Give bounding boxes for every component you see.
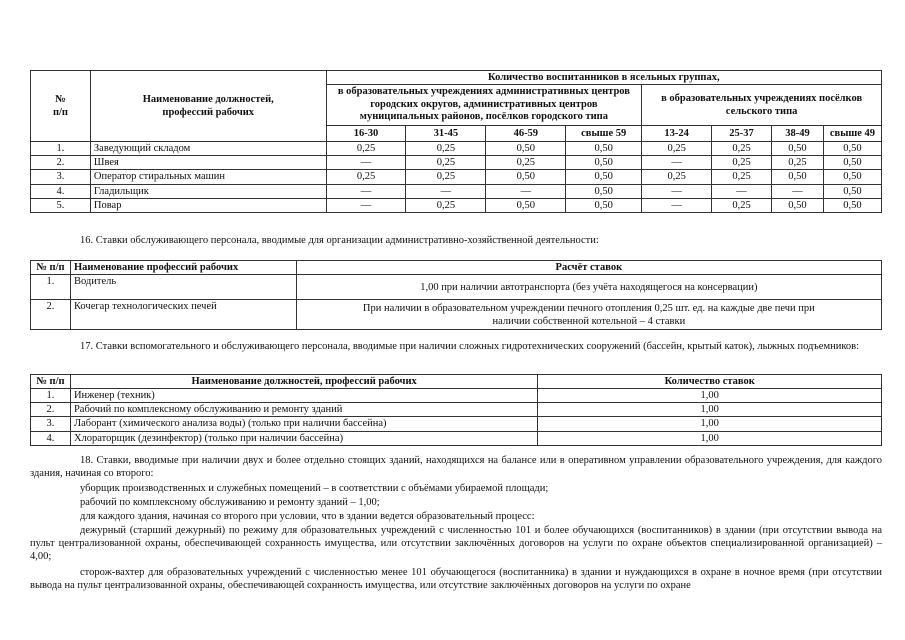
position-name: Рабочий по комплексному обслуживанию и ремонту зданий — [70, 403, 537, 417]
position-name: Повар — [90, 198, 326, 212]
row-number: 3. — [31, 417, 71, 431]
col-header-range: 13-24 — [642, 126, 712, 142]
p18-line-1: 18. Ставки, вводимые при наличии двух и более отдельно стоящих зданий, находящихся на балансе или в оперативном управлении образовательного учреждения, для каждого здания, начиная со второго: — [30, 455, 882, 480]
staff-rate-cell: 0,50 — [566, 170, 642, 184]
position-name: Гладильщик — [90, 184, 326, 198]
staff-rate-cell: 0,50 — [823, 198, 881, 212]
paragraph-17: 17. Ставки вспомогательного и обслуживающего персонала, вводимые при наличии сложных гидротехнических сооружений (бассейн, крытый каток), лыжных подъемников: — [80, 341, 860, 352]
staff-rate-cell: 0,25 — [712, 170, 772, 184]
staff-rate-cell: 0,50 — [772, 142, 824, 156]
staff-rate-cell: 0,25 — [712, 142, 772, 156]
p18-line-3: рабочий по комплексному обслуживанию и ремонту зданий – 1,00; — [80, 497, 380, 508]
col-header-range: свыше 49 — [823, 126, 881, 142]
position-name: Швея — [90, 156, 326, 170]
col-header-range: свыше 59 — [566, 126, 642, 142]
p18-line-2: уборщик производственных и служебных помещений – в соответствии с объёмами убираемой площади; — [80, 483, 549, 494]
col-header-range: 38-49 — [772, 126, 824, 142]
row-number: 2. — [31, 156, 91, 170]
staff-rate-cell: — — [712, 184, 772, 198]
staff-rate-cell: — — [486, 184, 566, 198]
table-row — [31, 431, 882, 445]
pool-staff-table — [30, 374, 882, 446]
staff-rate-cell: — — [642, 184, 712, 198]
table-row — [31, 417, 882, 431]
row-number: 4. — [31, 431, 71, 445]
staff-rate-cell: — — [326, 184, 406, 198]
staff-rate-cell: — — [326, 198, 406, 212]
t2-row2-number: 2. — [31, 300, 71, 330]
staff-rate-cell: 0,50 — [566, 184, 642, 198]
p18-line-5: дежурный (старший дежурный) по режиму для образовательных учреждений с численностью 101 и более обучающихся (воспитанников) в здании (при отсутствии вывода на пульт централизованной охраны, обеспечивающей сохранность имущества, или отсутствии заключённых договоров на услуги по охране объектов специализированной организацией) – 4,00; — [30, 525, 882, 563]
paragraph-16: 16. Ставки обслуживающего персонала, вводимые для организации административно-хозяйственной деятельности: — [80, 235, 599, 246]
staff-rate-cell: 0,50 — [566, 156, 642, 170]
table-row — [31, 142, 882, 156]
staff-rate-cell: 0,50 — [486, 198, 566, 212]
staff-rate-cell: 0,25 — [486, 156, 566, 170]
t2-row2-calc: При наличии в образовательном учреждении печного отопления 0,25 шт. ед. на каждые две печи при наличии собственной котельной – 4 ставки — [296, 300, 881, 330]
staff-rate-cell: 0,25 — [712, 198, 772, 212]
staff-rate-cell: 0,25 — [326, 142, 406, 156]
t2-header-calc: Расчёт ставок — [296, 261, 881, 275]
rate-quantity: 1,00 — [538, 403, 882, 417]
col-header-range: 31-45 — [406, 126, 486, 142]
t2-row1-number: 1. — [31, 275, 71, 300]
position-name: Заведующий складом — [90, 142, 326, 156]
staff-rate-cell: 0,25 — [406, 142, 486, 156]
p18-line-6: сторож-вахтер для образовательных учреждений с численностью менее 101 обучающегося (воспитанника) в здании и нуждающихся в охране в ночное время (при отсутствии вывода на пульт централизованной охраны, обеспечивающей сохранность имущества, или отсутствие заключённых договоров на услуги по охране — [30, 567, 882, 592]
staff-rate-cell: 0,50 — [823, 142, 881, 156]
t2-header-profession: Наименование профессий рабочих — [70, 261, 296, 275]
t3-header-quantity: Количество ставок — [538, 375, 882, 389]
staff-rate-cell: 0,50 — [566, 142, 642, 156]
col-header-group-count: Количество воспитанников в ясельных группах, — [326, 71, 881, 85]
row-number: 3. — [31, 170, 91, 184]
row-number: 4. — [31, 184, 91, 198]
staff-rate-cell: 0,25 — [406, 170, 486, 184]
row-number: 1. — [31, 142, 91, 156]
position-name: Лаборант (химического анализа воды) (только при наличии бассейна) — [70, 417, 537, 431]
staff-rate-cell: 0,50 — [823, 184, 881, 198]
table-row — [31, 156, 882, 170]
row-number: 2. — [31, 403, 71, 417]
staff-rate-cell: 0,50 — [486, 170, 566, 184]
staff-rate-cell: — — [772, 184, 824, 198]
col-header-position: Наименование должностей, профессий рабочих — [90, 71, 326, 142]
rate-quantity: 1,00 — [538, 431, 882, 445]
col-header-range: 16-30 — [326, 126, 406, 142]
staff-rate-cell: 0,25 — [772, 156, 824, 170]
rate-quantity: 1,00 — [538, 389, 882, 403]
staff-rate-cell: 0,50 — [772, 170, 824, 184]
t2-row2-name: Кочегар технологических печей — [70, 300, 296, 330]
row-number: 5. — [31, 198, 91, 212]
table-row — [31, 198, 882, 212]
staff-rate-cell: 0,50 — [772, 198, 824, 212]
table-row — [31, 389, 882, 403]
staff-rate-cell: 0,25 — [642, 170, 712, 184]
position-name: Инженер (техник) — [70, 389, 537, 403]
staff-rate-cell: 0,25 — [642, 142, 712, 156]
col-header-rural: в образовательных учреждениях посёлков сельского типа — [642, 85, 882, 126]
col-header-range: 25-37 — [712, 126, 772, 142]
staff-rate-cell: 0,50 — [566, 198, 642, 212]
table-row — [31, 170, 882, 184]
t2-header-number: № п/п — [31, 261, 71, 275]
col-header-urban: в образовательных учреждениях административных центров городских округов, административных центров муниципальных районов, посёлков городского типа — [326, 85, 642, 126]
staff-rate-cell: — — [326, 156, 406, 170]
staff-rate-cell: 0,25 — [406, 156, 486, 170]
staff-rate-cell: 0,25 — [406, 198, 486, 212]
staff-rate-cell: 0,25 — [326, 170, 406, 184]
col-header-number: № п/п — [31, 71, 91, 142]
position-name: Оператор стиральных машин — [90, 170, 326, 184]
admin-staff-table — [30, 260, 882, 330]
staff-rate-cell: — — [642, 198, 712, 212]
staff-rate-cell: 0,50 — [486, 142, 566, 156]
t2-row1-name: Водитель — [70, 275, 296, 300]
position-name: Хлораторщик (дезинфектор) (только при наличии бассейна) — [70, 431, 537, 445]
table-row — [31, 184, 882, 198]
table-row — [31, 403, 882, 417]
staff-rate-cell: — — [406, 184, 486, 198]
col-header-range: 46-59 — [486, 126, 566, 142]
p18-line-4: для каждого здания, начиная со второго при условии, что в здании ведется образовательный процесс: — [80, 511, 535, 522]
nursery-staff-table — [30, 70, 882, 213]
t2-row1-calc: 1,00 при наличии автотранспорта (без учёта находящегося на консервации) — [296, 275, 881, 300]
staff-rate-cell: 0,50 — [823, 170, 881, 184]
staff-rate-cell: 0,25 — [712, 156, 772, 170]
t3-header-position: Наименование должностей, профессий рабочих — [70, 375, 537, 389]
row-number: 1. — [31, 389, 71, 403]
t3-header-number: № п/п — [31, 375, 71, 389]
staff-rate-cell: — — [642, 156, 712, 170]
staff-rate-cell: 0,50 — [823, 156, 881, 170]
rate-quantity: 1,00 — [538, 417, 882, 431]
